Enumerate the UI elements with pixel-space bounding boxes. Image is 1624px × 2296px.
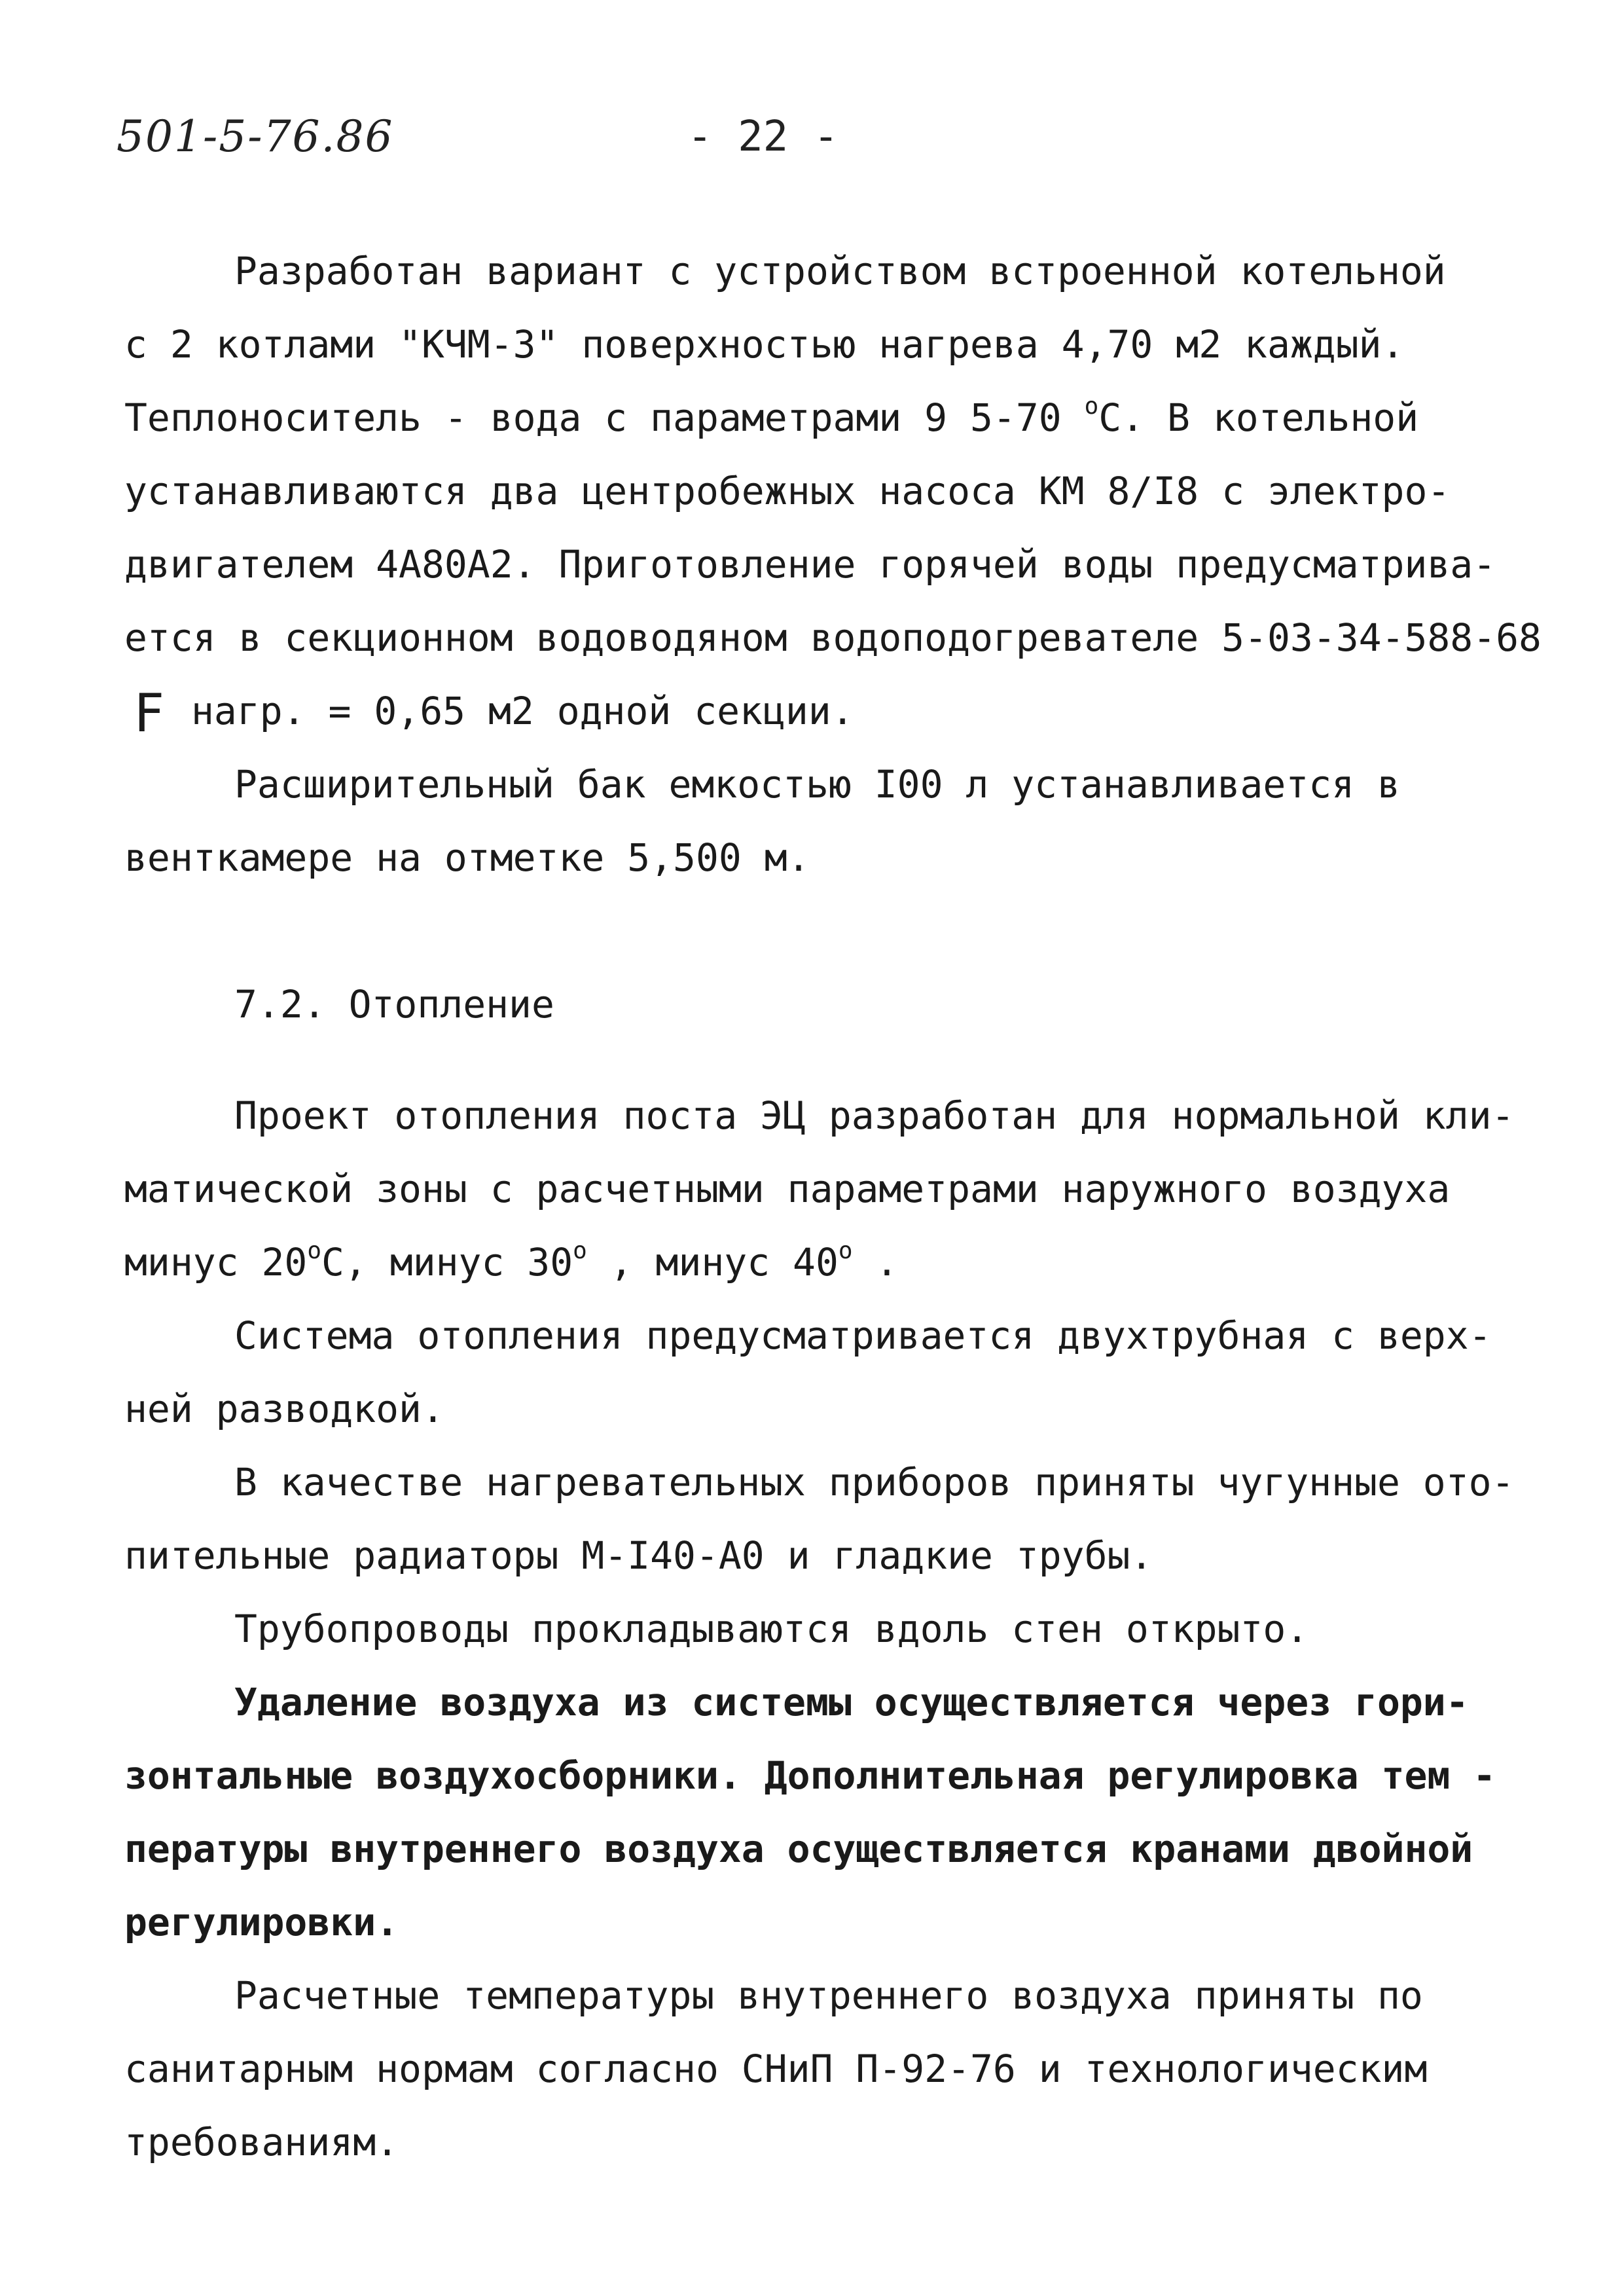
boiler-line-3: Теплоноситель - вода с параметрами 9 5-70 $^о$С. В котельной	[124, 393, 1419, 440]
heating-p1-line-2: матической зоны с расчетными параметрами наружного воздуха	[124, 1167, 1451, 1211]
boiler-line-5: двигателем 4А80А2. Приготовление горячей воды предусматрива-	[124, 542, 1496, 587]
heating-p5-line-1: Удаление воздуха из системы осуществляется через гори-	[234, 1680, 1469, 1724]
tank-line-1: Расширительный бак емкостью I00 л устанавливается в	[234, 762, 1400, 807]
heating-p3-line-1: В качестве нагревательных приборов приняты чугунные ото-	[234, 1460, 1515, 1504]
heating-p3-line-2: пительные радиаторы М-I40-А0 и гладкие трубы.	[124, 1533, 1153, 1578]
heating-p6-line-2: санитарным нормам согласно СНиП П-92-76 и технологическим	[124, 2047, 1428, 2091]
section-title-heating: 7.2. Отопление	[234, 982, 554, 1027]
heating-p1-line-1: Проект отопления поста ЭЦ разработан для нормальной кли-	[234, 1093, 1515, 1138]
boiler-line-2: с 2 котлами "КЧМ-3" поверхностью нагрева 4,70 м2 каждый.	[124, 322, 1405, 367]
heating-p4: Трубопроводы прокладываются вдоль стен открыто.	[234, 1607, 1309, 1651]
degree-mark: о	[1084, 393, 1099, 420]
heating-p2-line-1: Система отопления предусматривается двухтрубная с верх-	[234, 1313, 1492, 1358]
tank-line-2: венткамере на отметке 5,500 м.	[124, 835, 810, 880]
heating-p5-line-3: пературы внутреннего воздуха осуществляется кранами двойной	[124, 1827, 1473, 1871]
f-symbol: F	[134, 683, 165, 744]
boiler-line-1: Разработан вариант с устройством встроенной котельной	[234, 249, 1446, 293]
page-number: - 22 -	[687, 113, 839, 161]
heating-p5-line-2: зонтальные воздухосборники. Дополнительная регулировка тем -	[124, 1753, 1496, 1798]
heating-p2-line-2: ней разводкой.	[124, 1387, 444, 1431]
heating-p6-line-1: Расчетные температуры внутреннего воздуха приняты по	[234, 1973, 1423, 2018]
boiler-line-4: устанавливаются два центробежных насоса КМ 8/I8 с электро-	[124, 469, 1451, 513]
document-code: 501-5-76.86	[117, 111, 394, 162]
boiler-line-6: ется в секционном водоводяном водоподогревателе 5-03-34-588-68	[124, 615, 1542, 660]
heating-p6-line-3: требованиям.	[124, 2120, 399, 2164]
heating-p5-line-4: регулировки.	[124, 1900, 399, 1944]
heating-p1-line-3: минус $20^оС$, минус $30^о$ , минус $40^о$ .	[124, 1237, 899, 1285]
boiler-line-7: нагр. = 0,65 м2 одной секции.	[191, 689, 854, 733]
